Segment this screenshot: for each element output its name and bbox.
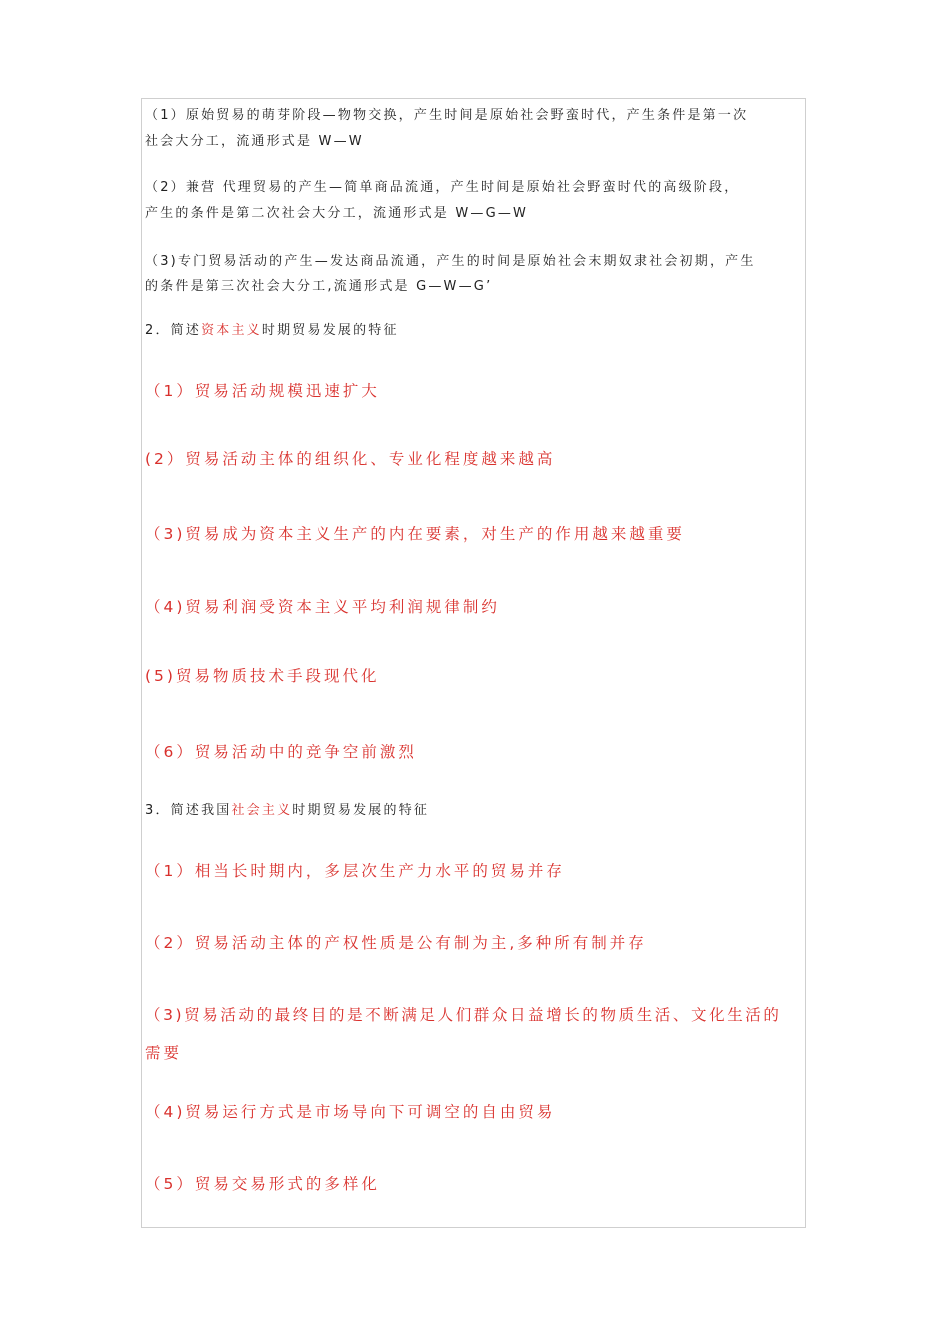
sec3-item-3-line2: 需要 bbox=[145, 1044, 183, 1062]
sec1-item2-line1: （2）兼营 代理贸易的产生—简单商品流通，产生时间是原始社会野蛮时代的高级阶段， bbox=[145, 180, 740, 195]
section2-heading-post: 时期贸易发展的特征 bbox=[261, 323, 399, 338]
sec1-item1-line1: （1）原始贸易的萌芽阶段—物物交换，产生时间是原始社会野蛮时代，产生条件是第一次 bbox=[145, 108, 749, 123]
sec2-item-6: （6）贸易活动中的竞争空前激烈 bbox=[145, 743, 417, 761]
sec1-item3-line2: 的条件是第三次社会大分工,流通形式是 G—W—G’ bbox=[145, 279, 493, 294]
section3-heading-post: 时期贸易发展的特征 bbox=[292, 803, 430, 818]
section2-heading-pre: 2．简述 bbox=[145, 323, 202, 338]
sec3-item-4: （4)贸易运行方式是市场导向下可调空的自由贸易 bbox=[145, 1103, 556, 1121]
sec3-item-5: （5）贸易交易形式的多样化 bbox=[145, 1175, 380, 1193]
sec2-item-4: （4)贸易利润受资本主义平均利润规律制约 bbox=[145, 598, 500, 616]
sec2-item-3: （3)贸易成为资本主义生产的内在要素，对生产的作用越来越重要 bbox=[145, 525, 685, 543]
sec3-item-2: （2）贸易活动主体的产权性质是公有制为主,多种所有制并存 bbox=[145, 934, 647, 952]
section3-heading-highlight: 社会主义 bbox=[231, 803, 293, 818]
sec3-item-3-line1: （3)贸易活动的最终目的是不断满足人们群众日益增长的物质生活、文化生活的 bbox=[145, 1006, 782, 1024]
section3-heading bbox=[145, 799, 805, 818]
section3-heading-pre: 3．简述我国 bbox=[145, 803, 232, 818]
sec1-item1-line2: 社会大分工，流通形式是 W—W bbox=[145, 134, 364, 149]
section2-heading-highlight: 资本主义 bbox=[201, 323, 262, 338]
sec1-item3-line1: （3)专门贸易活动的产生—发达商品流通，产生的时间是原始社会末期奴隶社会初期，产生 bbox=[145, 254, 756, 269]
sec2-item-1: （1）贸易活动规模迅速扩大 bbox=[145, 382, 380, 400]
sec1-item2-line2: 产生的条件是第二次社会大分工，流通形式是 W—G—W bbox=[145, 206, 529, 221]
sec3-item-1: （1）相当长时期内，多层次生产力水平的贸易并存 bbox=[145, 862, 565, 880]
sec2-item-5: (5)贸易物质技术手段现代化 bbox=[145, 667, 380, 685]
section2-heading bbox=[145, 319, 805, 338]
sec2-item-2: (2）贸易活动主体的组织化、专业化程度越来越高 bbox=[145, 450, 556, 468]
